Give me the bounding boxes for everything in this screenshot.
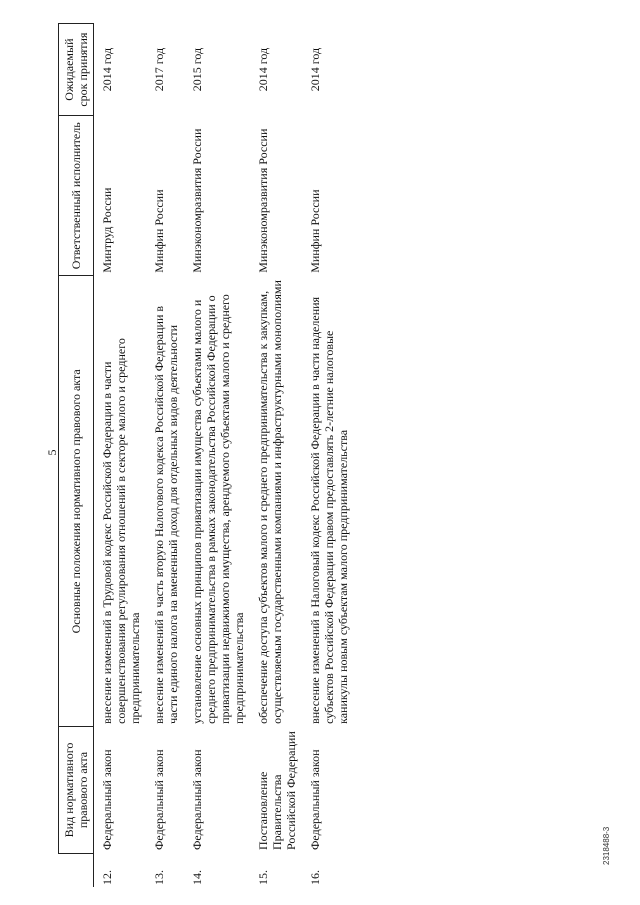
row-responsible: Минфин России [308,189,322,273]
row-number: 14. [190,870,204,885]
row-number: 15. [256,870,270,885]
row-responsible: Минтруд России [100,187,114,273]
header-responsible: Ответственный исполнитель [59,116,94,276]
table-row [302,24,354,888]
table-row [146,24,184,888]
row-number: 13. [152,870,166,885]
header-number [59,853,94,887]
row-term: 2014 год [256,47,270,92]
row-number: 12. [100,870,114,885]
row-kind: Постановление Правительства Российской Федерации [256,731,298,851]
page-number: 5 [45,449,59,456]
row-term: 2015 год [190,47,204,92]
row-term: 2014 год [100,47,114,92]
row-kind: Федеральный закон [190,749,204,851]
header-term: Ожидаемый срок принятия [59,24,94,116]
header-provisions: Основные положения нормативного правового акта [59,276,94,727]
table-header-row [59,24,94,888]
table-row [94,24,147,888]
row-kind: Федеральный закон [152,749,166,851]
row-provisions: обеспечение доступа субъектов малого и среднего предпринимательства к закупкам, осуществляемым государственными компаниями и инфраструктурными монополиями [256,280,284,724]
row-provisions: внесение изменений в часть вторую Налогового кодекса Российской Федерации в части единого налога на вмененный доход для отдельных видов деятельности [152,305,180,724]
row-provisions: внесение изменений в Налоговый кодекс Российской Федерации в части наделения субъектов Российской Федерации правом предоставлять 2-летние налоговые каникулы новым субъектам малого предпринимательства [308,296,350,724]
table-row [184,24,250,888]
normative-acts-table [58,23,354,887]
table-row [250,24,302,888]
row-responsible: Минэкономразвития России [256,128,270,273]
row-term: 2017 год [152,47,166,92]
row-responsible: Минфин России [152,189,166,273]
row-kind: Федеральный закон [100,749,114,851]
row-provisions: установление основных принципов приватизации имущества субъектами малого и среднего предпринимательства в рамках законодательства Российской Федерации о приватизации недвижимого имущества, арендуемого субъектами малого и среднего предпринимательства [190,294,246,724]
row-number: 16. [308,870,322,885]
header-kind: Вид нормативного правового акта [59,727,94,853]
row-kind: Федеральный закон [308,749,322,851]
row-term: 2014 год [308,47,322,92]
row-provisions: внесение изменений в Трудовой кодекс Российской Федерации в части совершенствования регулирования отношений в секторе малого и среднего предпринимательства [100,338,142,724]
document-code: 2318488-3 [602,826,611,865]
row-responsible: Минэкономразвития России [190,128,204,273]
